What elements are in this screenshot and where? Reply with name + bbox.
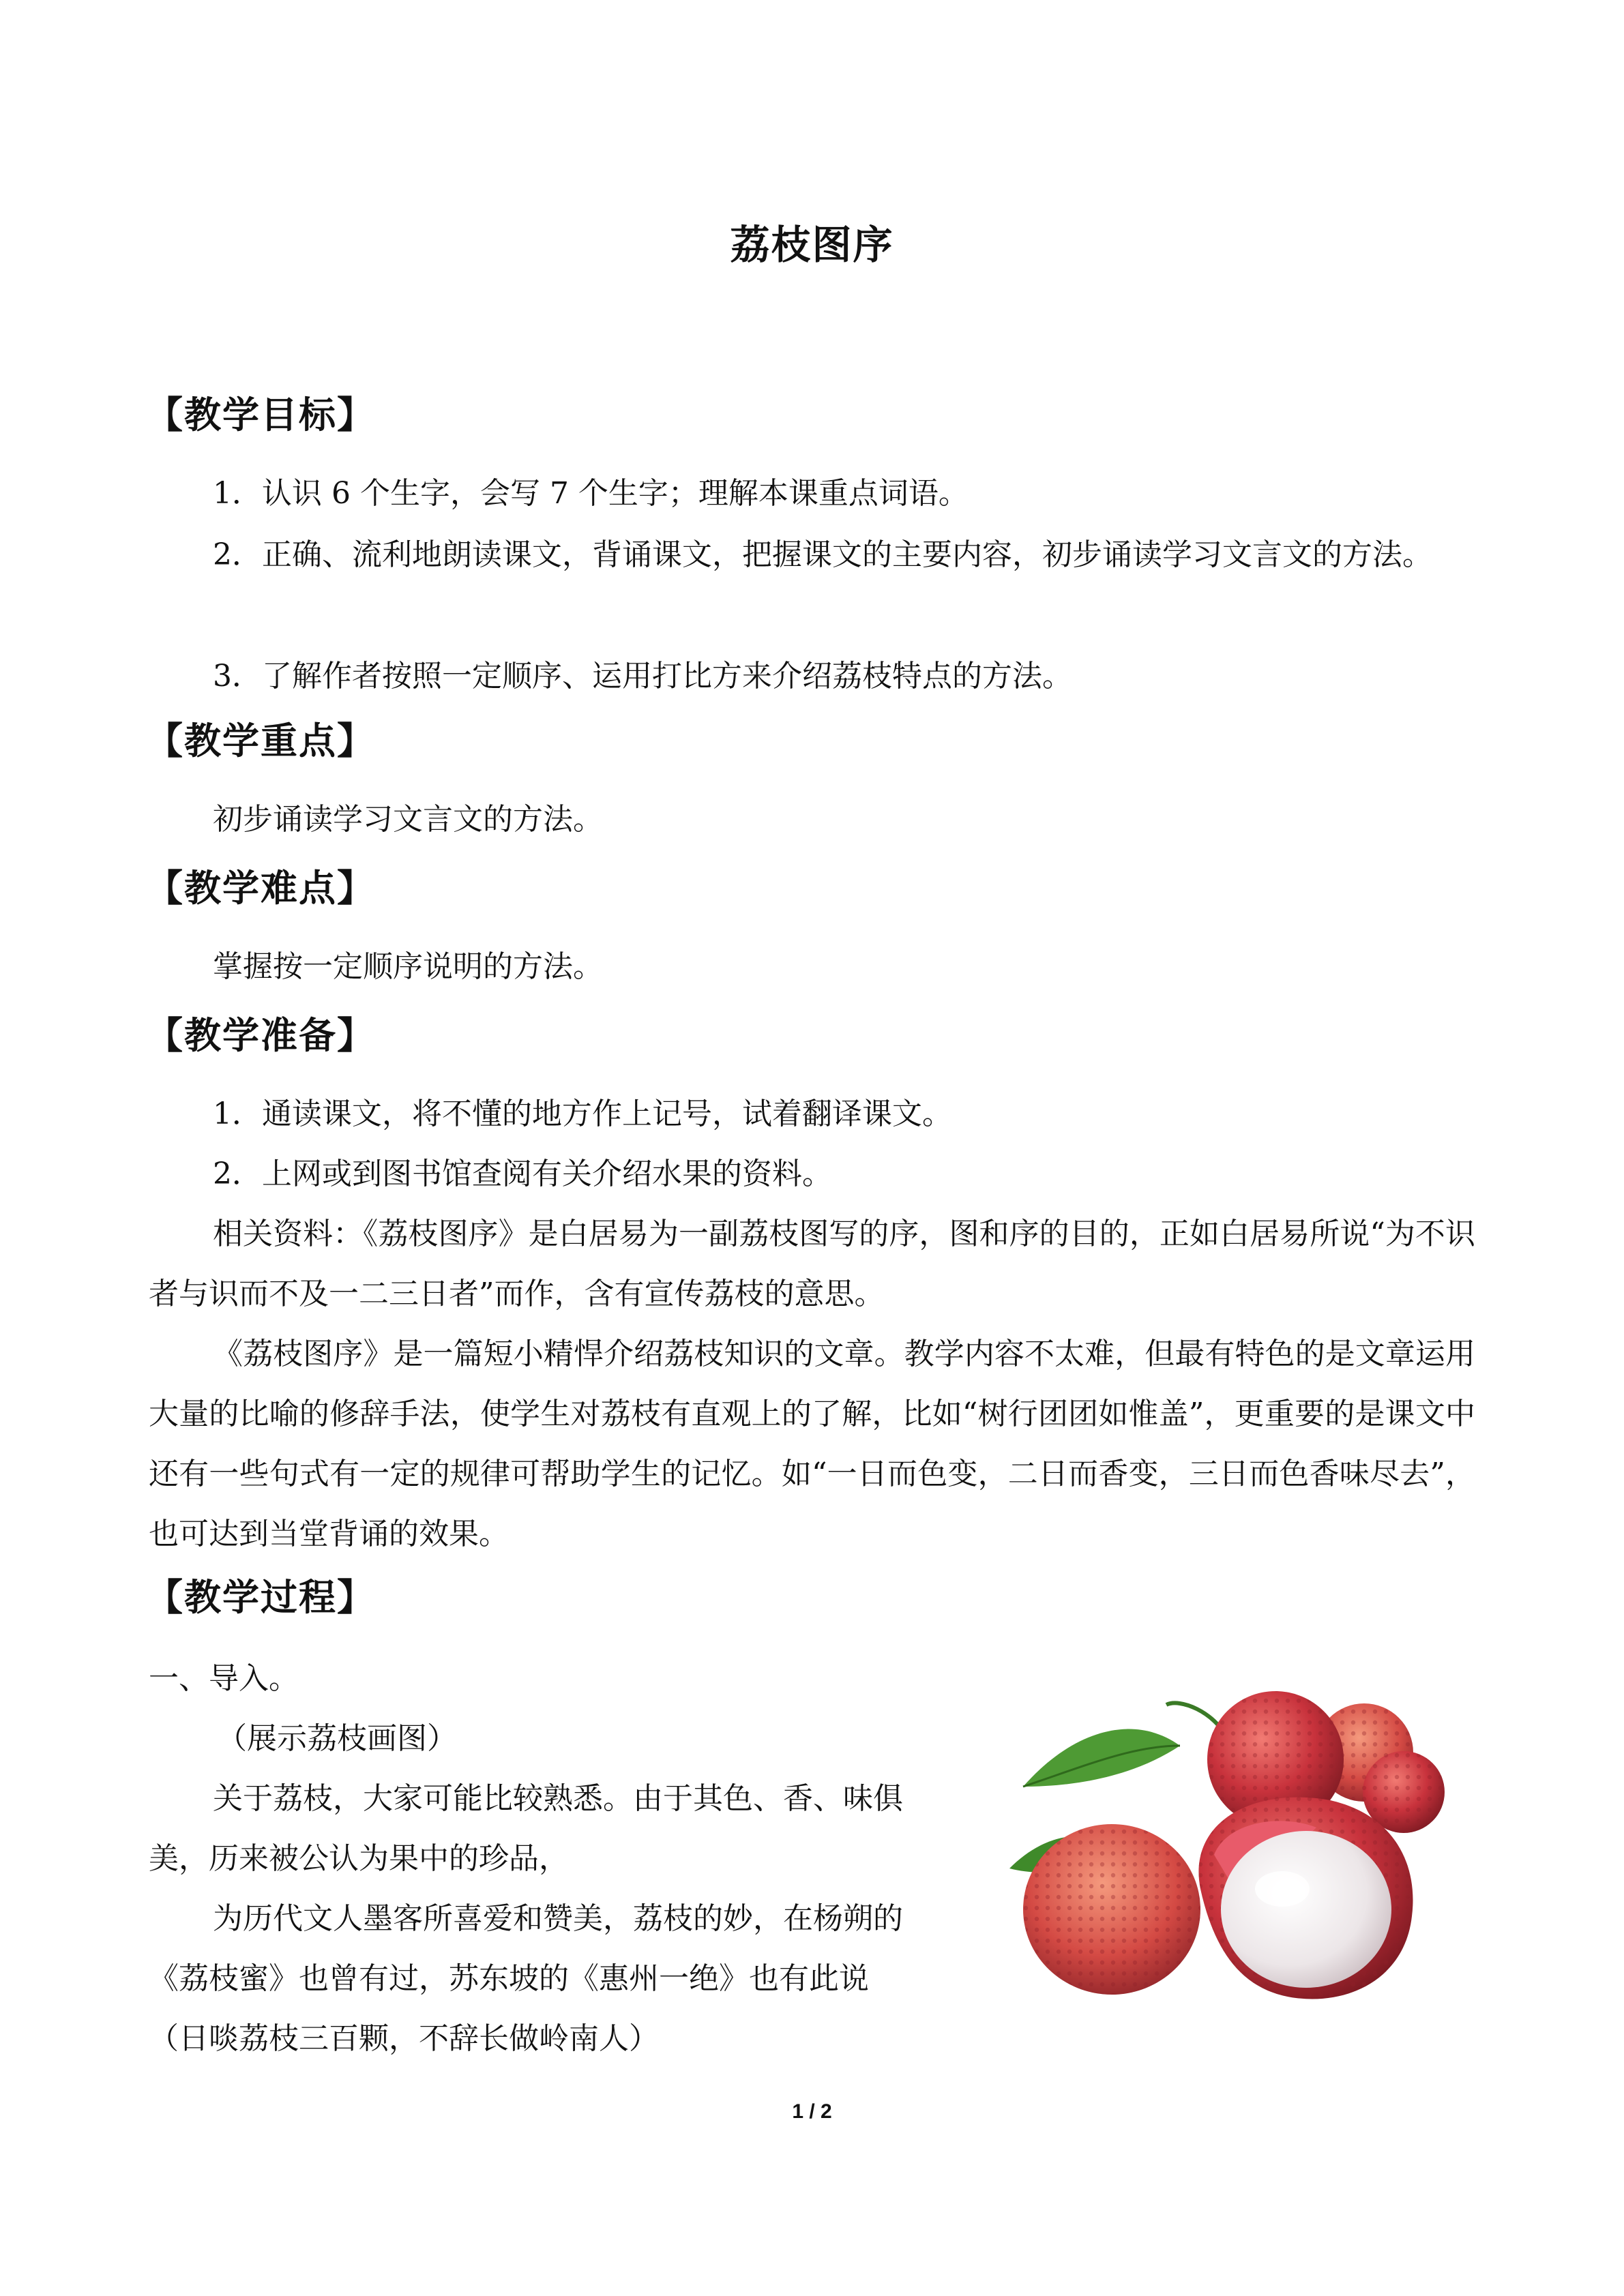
lesson-analysis: 《荔枝图序》是一篇短小精悍介绍荔枝知识的文章。教学内容不太难，但最有特色的是文章运用大量的比喻的修辞手法，使学生对荔枝有直观上的了解，比如“树行团团如惟盖”，更重要的是课文中还有一些句式有一定的规律可帮助学生的记忆。如“一日而色变，二日而香变，三日而色香味尽去”，也可达到当堂背诵的效果。 [149, 1337, 1475, 1551]
goal-item-3: 3．了解作者按照一定顺序、运用打比方来介绍荔枝特点的方法。 [213, 659, 1072, 694]
page-number: 1 / 2 [792, 2100, 832, 2123]
document-title: 荔枝图序 [730, 222, 894, 268]
difficulties-heading: 【教学难点】 [146, 867, 375, 910]
intro-line-1: 关于荔枝，大家可能比较熟悉。由于其色、香、味俱 [213, 1781, 903, 1816]
intro-line-3: 为历代文人墨客所喜爱和赞美，荔枝的妙，在杨朔的 [213, 1901, 903, 1936]
goal-item-2: 2．正确、流利地朗读课文，背诵课文，把握课文的主要内容，初步诵读学习文言文的方法。 [213, 537, 1432, 572]
lychee-image [1009, 1684, 1446, 2012]
goal-item-1: 1．认识 6 个生字，会写 7 个生字；理解本课重点词语。 [213, 476, 969, 511]
intro-line-5: （日啖荔枝三百颗，不辞长做岭南人） [149, 2021, 659, 2056]
show-picture-note: （展示荔枝画图） [217, 1721, 457, 1756]
difficulties-text: 掌握按一定顺序说明的方法。 [213, 949, 603, 984]
key-points-heading: 【教学重点】 [146, 719, 375, 762]
intro-line-2: 美，历来被公认为果中的珍品， [149, 1841, 569, 1876]
process-heading: 【教学过程】 [146, 1576, 375, 1619]
goals-heading: 【教学目标】 [146, 393, 375, 436]
preparation-item-2: 2．上网或到图书馆查阅有关介绍水果的资料。 [213, 1157, 832, 1191]
preparation-item-1: 1．通读课文，将不懂的地方作上记号，试着翻译课文。 [213, 1097, 952, 1131]
related-materials: 相关资料：《荔枝图序》是白居易为一副荔枝图写的序，图和序的目的，正如白居易所说“为不识者与识而不及一二三日者”而作，含有宣传荔枝的意思。 [149, 1217, 1475, 1311]
intro-line-4: 《荔枝蜜》也曾有过，苏东坡的《惠州一绝》也有此说 [149, 1961, 869, 1996]
key-points-text: 初步诵读学习文言文的方法。 [213, 802, 603, 837]
step-introduction: 一、导入。 [149, 1661, 299, 1696]
preparation-heading: 【教学准备】 [146, 1014, 375, 1057]
